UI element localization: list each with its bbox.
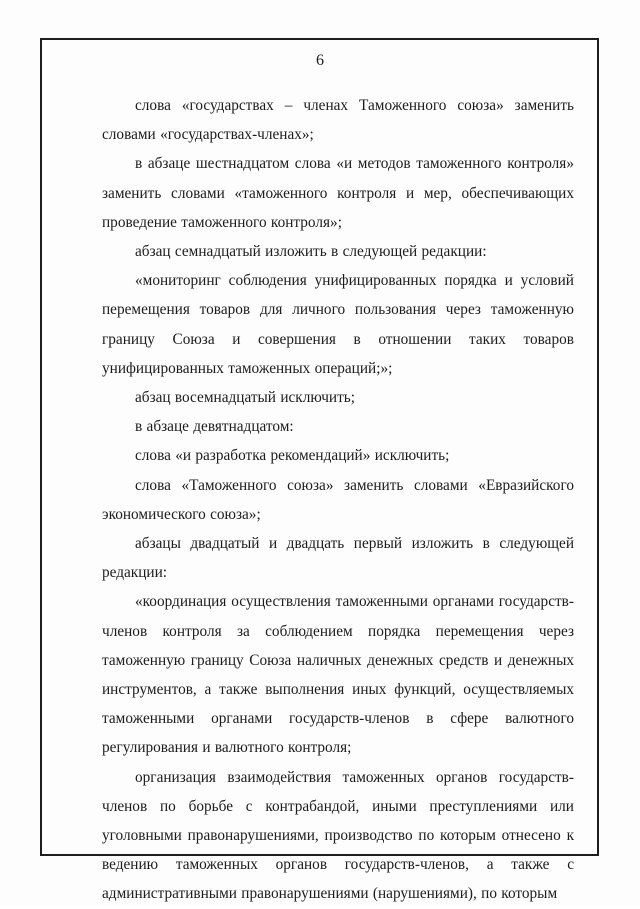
paragraph-2: в абзаце шестнадцатом слова «и методов таможенного контроля» заменить словами «таможенного контроля и мер, обеспечивающих проведение таможенного контроля»; [102, 155, 574, 231]
paragraph-7: слова «и разработка рекомендаций» исключить; [135, 447, 450, 465]
paragraph-1: слова «государствах – членах Таможенного союза» заменить словами «государствах-членах»; [102, 97, 574, 144]
paragraph-5: абзац восемнадцатый исключить; [135, 389, 355, 407]
page-number: 6 [316, 52, 324, 69]
paragraph-10: «координация осуществления таможенными органами государств-членов контроля за соблюдением порядка перемещения через таможенную границу Союза наличных денежных средств и денежных инструментов, а также выполнения иных функций, осуществляемых таможенными органами государств-членов в сфере валютного регулирования и валютного контроля; [102, 593, 574, 757]
paragraph-3: абзац семнадцатый изложить в следующей редакции: [135, 243, 487, 261]
paragraph-11: организация взаимодействия таможенных органов государств-членов по борьбе с контрабандой, иными преступлениями или уголовными правонарушениями, производство по которым отнесено к ведению таможенных органов государств-членов, а также с административными правонарушениями (нарушениями), по которым [102, 768, 574, 903]
paragraph-8: слова «Таможенного союза» заменить словами «Евразийского экономического союза»; [102, 476, 574, 523]
paragraph-6: в абзаце девятнадцатом: [135, 418, 294, 436]
document-body [102, 91, 574, 909]
paragraph-4: «мониторинг соблюдения унифицированных порядка и условий перемещения товаров для личного пользования через таможенную границу Союза и совершения в отношении таких товаров унифицированных таможенных операций;»; [102, 272, 574, 377]
paragraph-9: абзацы двадцатый и двадцать первый изложить в следующей редакции: [102, 535, 574, 582]
